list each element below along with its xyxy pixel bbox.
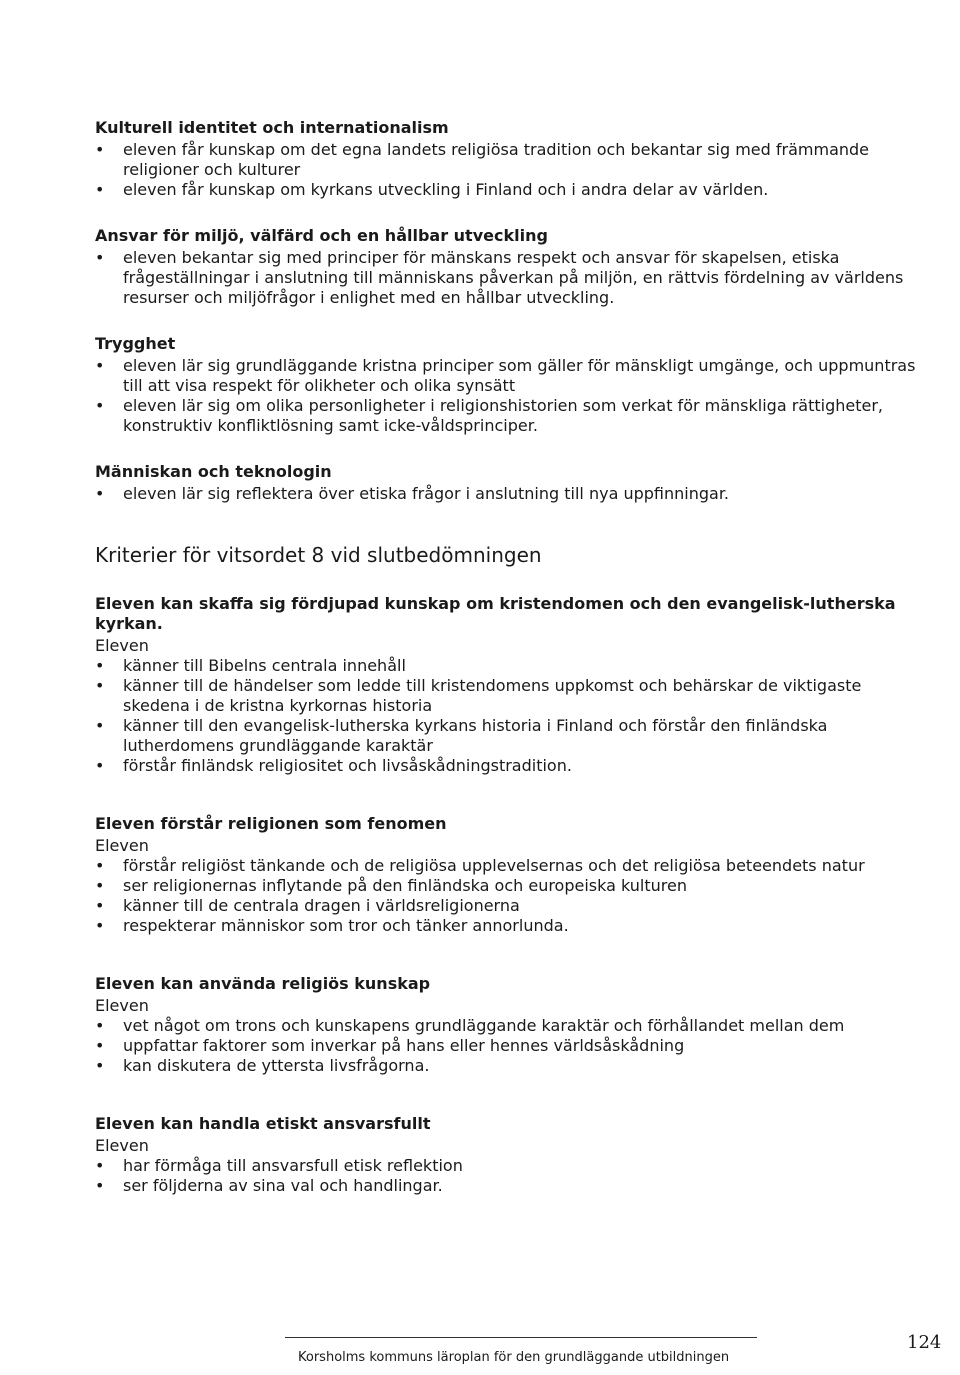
list-item: • eleven får kunskap om kyrkans utveckling i Finland och i andra delar av världen. [95, 180, 925, 200]
list-item: • eleven lär sig reflektera över etiska frågor i anslutning till nya uppfinningar. [95, 484, 925, 504]
criteria-intro: Eleven [95, 996, 149, 1015]
list-item: • har förmåga till ansvarsfull etisk reflektion [95, 1156, 925, 1176]
section-heading: Trygghet [95, 334, 176, 353]
list-item: • kan diskutera de yttersta livsfrågorna. [95, 1056, 925, 1076]
criteria-heading: Eleven kan handla etiskt ansvarsfullt [95, 1114, 431, 1133]
list-item: • eleven lär sig om olika personligheter i religionshistorien som verkat för mänskliga rättigheter, konstruktiv konfliktlösning samt icke-våldsprinciper. [95, 396, 925, 436]
bullet-list [95, 356, 925, 436]
criteria-religionen-fenomen [95, 814, 925, 936]
footer-divider [285, 1337, 757, 1338]
bullet-list [95, 656, 925, 776]
section-trygghet [95, 334, 925, 436]
bullet-list [95, 1016, 925, 1076]
list-item: • uppfattar faktorer som inverkar på hans eller hennes världsåskådning [95, 1036, 925, 1056]
list-item: • respekterar människor som tror och tänker annorlunda. [95, 916, 925, 936]
list-item: • eleven får kunskap om det egna landets religiösa tradition och bekantar sig med främmande religioner och kulturer [95, 140, 925, 180]
footer-text: Korsholms kommuns läroplan för den grundläggande utbildningen [298, 1350, 730, 1365]
list-item: • vet något om trons och kunskapens grundläggande karaktär och förhållandet mellan dem [95, 1016, 925, 1036]
list-item: • eleven lär sig grundläggande kristna principer som gäller för mänskligt umgänge, och uppmuntras till att visa respekt för olikheter och olika synsätt [95, 356, 925, 396]
page-content [95, 118, 925, 1196]
list-item: • förstår finländsk religiositet och livsåskådningstradition. [95, 756, 925, 776]
criteria-intro: Eleven [95, 836, 149, 855]
section-ansvar-miljo [95, 226, 925, 308]
section-manniskan-teknologin [95, 462, 925, 504]
bullet-list [95, 856, 925, 936]
bullet-list [95, 140, 925, 200]
section-heading: Människan och teknologin [95, 462, 332, 481]
page-number: 124 [907, 1332, 942, 1353]
list-item: • känner till den evangelisk-lutherska kyrkans historia i Finland och förstår den finländska lutherdomens grundläggande karaktär [95, 716, 925, 756]
criteria-intro: Eleven [95, 636, 149, 655]
section-heading: Ansvar för miljö, välfärd och en hållbar utveckling [95, 226, 548, 245]
criteria-title: Kriterier för vitsordet 8 vid slutbedömningen [95, 543, 542, 567]
list-item: • eleven bekantar sig med principer för mänskans respekt och ansvar för skapelsen, etiska frågeställningar i anslutning till människans påverkan på miljön, en rättvis fördelning av världens resurser och miljöfrågor i enlighet med en hållbar utveckling. [95, 248, 925, 308]
list-item: • känner till de händelser som ledde till kristendomens uppkomst och behärskar de viktigaste skedena i de kristna kyrkornas historia [95, 676, 925, 716]
section-heading: Kulturell identitet och internationalism [95, 118, 449, 137]
bullet-list [95, 1156, 925, 1196]
criteria-intro: Eleven [95, 1136, 149, 1155]
list-item: • känner till Bibelns centrala innehåll [95, 656, 925, 676]
criteria-anvanda-kunskap [95, 974, 925, 1076]
criteria-heading: Eleven kan skaffa sig fördjupad kunskap om kristendomen och den evangelisk-lutherska kyrkan. [95, 594, 896, 633]
bullet-list [95, 248, 925, 308]
criteria-kunskap-kristendomen [95, 594, 925, 776]
criteria-heading: Eleven kan använda religiös kunskap [95, 974, 431, 993]
bullet-list [95, 484, 925, 504]
list-item: • känner till de centrala dragen i världsreligionerna [95, 896, 925, 916]
section-kulturell-identitet [95, 118, 925, 200]
list-item: • ser religionernas inflytande på den finländska och europeiska kulturen [95, 876, 925, 896]
list-item: • förstår religiöst tänkande och de religiösa upplevelsernas och det religiösa beteendets natur [95, 856, 925, 876]
criteria-heading: Eleven förstår religionen som fenomen [95, 814, 447, 833]
criteria-handla-etiskt [95, 1114, 925, 1196]
list-item: • ser följderna av sina val och handlingar. [95, 1176, 925, 1196]
